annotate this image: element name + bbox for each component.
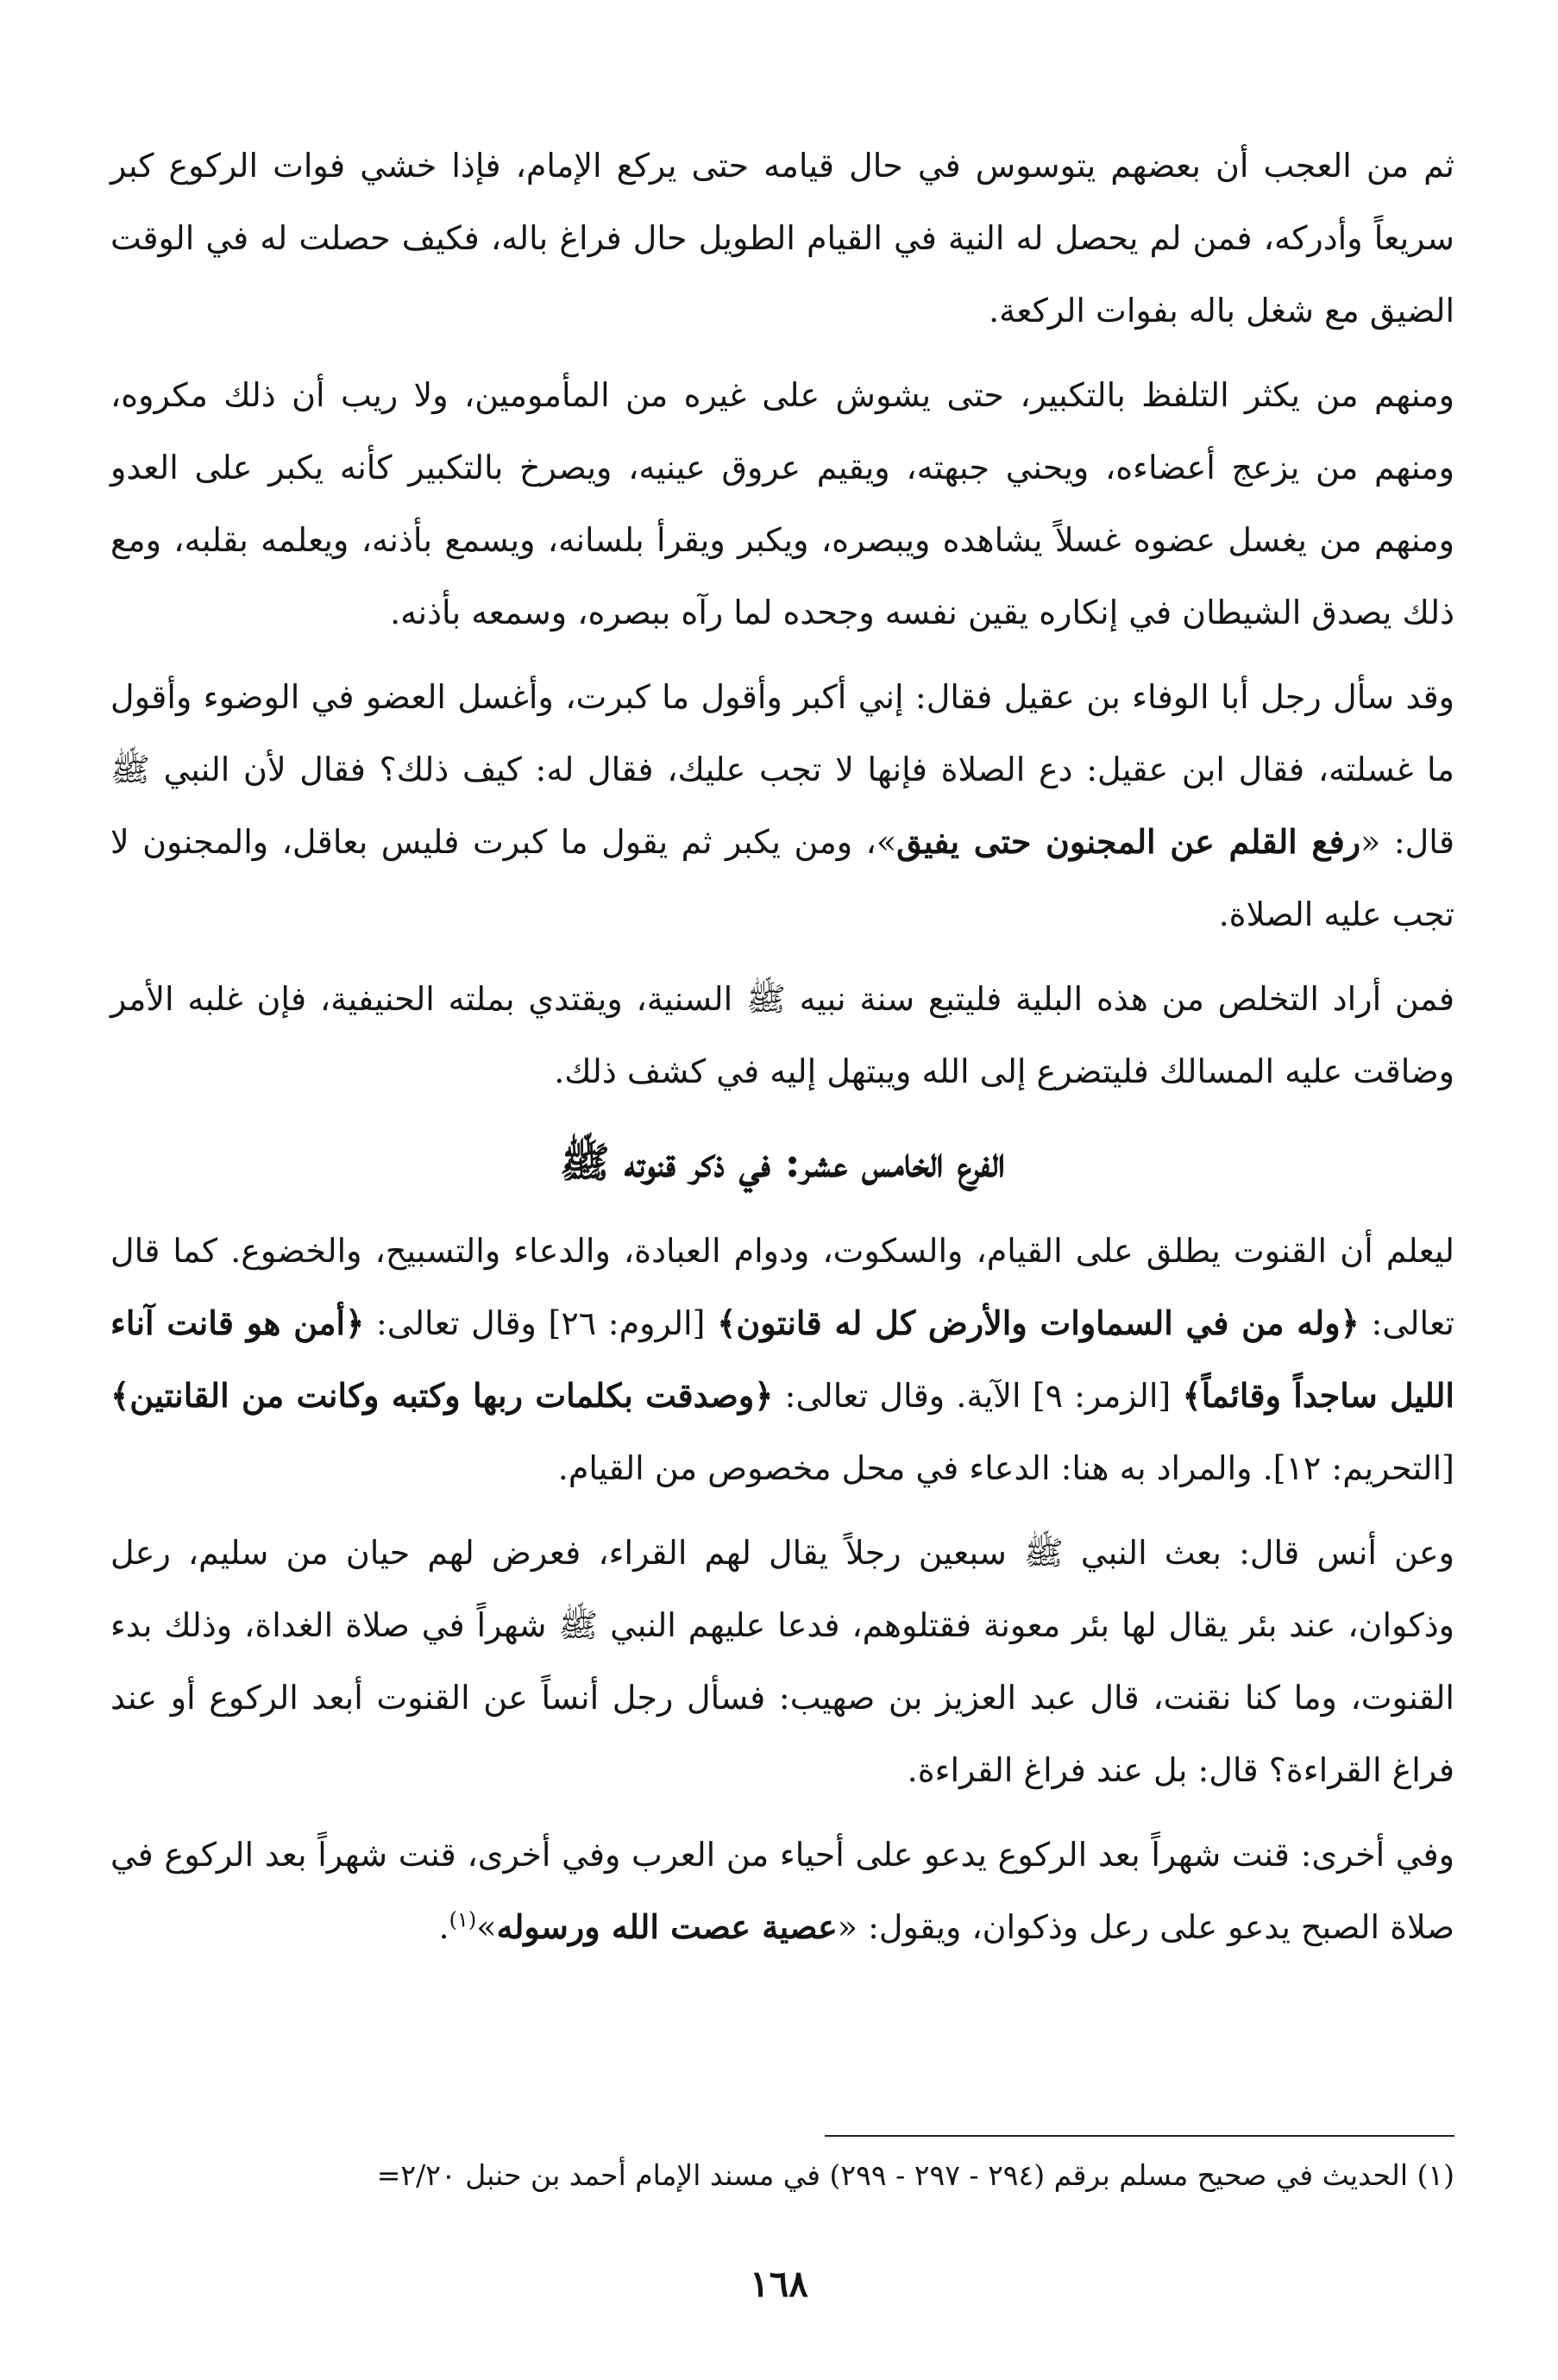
paragraph-5-part-1: ليعلم أن القنوت يطلق على القيام، والسكوت، ودوام العبادة، والدعاء والتسبيح، والخضوع. كما قال تعالى: xyxy=(110,1232,1454,1342)
footnote-divider xyxy=(825,2135,1454,2137)
paragraph-2-text: ومنهم من يكثر التلفظ بالتكبير، حتى يشوش على غيره من المأمومين، ولا ريب أن ذلك مكروه، ومنهم من يزعج أعضاءه، ويحني جبهته، ويقيم عروق عينيه، ويصرخ بالتكبير كأنه يكبر على العدو ومنهم من يغسل عضوه غسلاً يشاهده ويبصره، ويكبر ويقرأ بلسانه، ويسمع بأذنه، ويعلمه بقلبه، ومع ذلك يصدق الشيطان في إنكاره يقين نفسه وجحده لما رآه ببصره، وسمعه بأذنه. xyxy=(110,376,1454,631)
quran-verse-rum: ﴿وله من في السماوات والأرض كل له قانتون﴾ xyxy=(717,1303,1360,1342)
main-text xyxy=(110,129,1454,1975)
paragraph-7-part-2: » xyxy=(476,1908,497,1946)
paragraph-6-text: وعن أنس قال: بعث النبي ﷺ سبعين رجلاً يقال لهم القراء، فعرض لهم حيان من سليم، رعل وذكوان، عند بئر يقال لها بئر معونة فقتلوهم، فدعا عليهم النبي ﷺ شهراً في صلاة الغداة، وذلك بدء القنوت، وما كنا نقنت، قال عبد العزيز بن صهيب: فسأل رجل أنساً عن القنوت أبعد الركوع أو عند فراغ القراءة؟ قال: بل عند فراغ القراءة. xyxy=(110,1534,1454,1789)
paragraph-5-ref-1: [الروم: ٢٦] وقال تعالى: xyxy=(364,1304,718,1342)
paragraph-1-text: ثم من العجب أن بعضهم يتوسوس في حال قيامه حتى يركع الإمام، فإذا خشي فوات الركوع كبر سريعاً وأدركه، فمن لم يحصل له النية في القيام الطويل حال فراغ باله، فكيف حصلت له في الوقت الضيق مع شغل باله بفوات الركعة. xyxy=(110,147,1454,330)
quran-verse-tahrim: ﴿وصدقت بكلمات ربها وكتبه وكانت من القانتين﴾ xyxy=(110,1376,774,1415)
paragraph-1 xyxy=(110,129,1454,347)
paragraph-4-text: فمن أراد التخلص من هذه البلية فليتبع سنة نبيه ﷺ السنية، ويقتدي بملته الحنيفية، فإن غلبه الأمر وضاقت عليه المسالك فليتضرع إلى الله ويبتهل إليه في كشف ذلك. xyxy=(110,980,1454,1090)
paragraph-7-end: . xyxy=(438,1908,449,1946)
paragraph-3-part-1: وقد سأل رجل أبا الوفاء بن عقيل فقال: إني أكبر وأقول ما كبرت، وأغسل العضو في الوضوء وأقول ما غسلته، فقال ابن عقيل: دع الصلاة فإنها لا تجب عليك، فقال له: كيف ذلك؟ فقال لأن النبي ﷺ قال: « xyxy=(110,678,1454,861)
paragraph-7-part-1: وفي أخرى: قنت شهراً بعد الركوع يدعو على أحياء من العرب وفي أخرى، قنت شهراً بعد الركوع في صلاة الصبح يدعو على رعل وذكوان، ويقول: « xyxy=(110,1836,1454,1946)
hadith-quote-raf-al-qalam: رفع القلم عن المجنون حتى يفيق xyxy=(896,822,1361,861)
paragraph-5 xyxy=(110,1215,1454,1504)
paragraph-5-ref-2: [الزمر: ٩] الآية. وقال تعالى: xyxy=(773,1377,1183,1415)
paragraph-3 xyxy=(110,661,1454,951)
hadith-quote-usayya: عصية عصت الله ورسوله xyxy=(496,1907,838,1946)
paragraph-5-ref-3: [التحريم: ١٢]. والمراد به هنا: الدعاء في محل مخصوص من القيام. xyxy=(557,1449,1454,1487)
paragraph-3-part-2: »، ومن يكبر ثم يقول ما كبرت فليس بعاقل، والمجنون لا تجب عليه الصلاة. xyxy=(110,823,1454,933)
page-number: ١٦٨ xyxy=(750,2263,808,2305)
section-heading: الفرع الخامس عشر: في ذكر قنوته ﷺ xyxy=(559,1139,1006,1187)
footnote-reference: (١) xyxy=(449,1907,477,1932)
paragraph-4 xyxy=(110,963,1454,1108)
paragraph-6 xyxy=(110,1517,1454,1806)
paragraph-7 xyxy=(110,1818,1454,1963)
quran-verse-zumar: ﴿أمن هو قانت آناء الليل ساجداً وقائماً﴾ xyxy=(110,1303,1454,1415)
footnote: (١) الحديث في صحيح مسلم برقم (٢٩٤ - ٢٩٧ - ٢٩٩) في مسند الإمام أحمد بن حنبل ٢/٢٠= xyxy=(376,2158,1454,2192)
paragraph-2 xyxy=(110,359,1454,649)
